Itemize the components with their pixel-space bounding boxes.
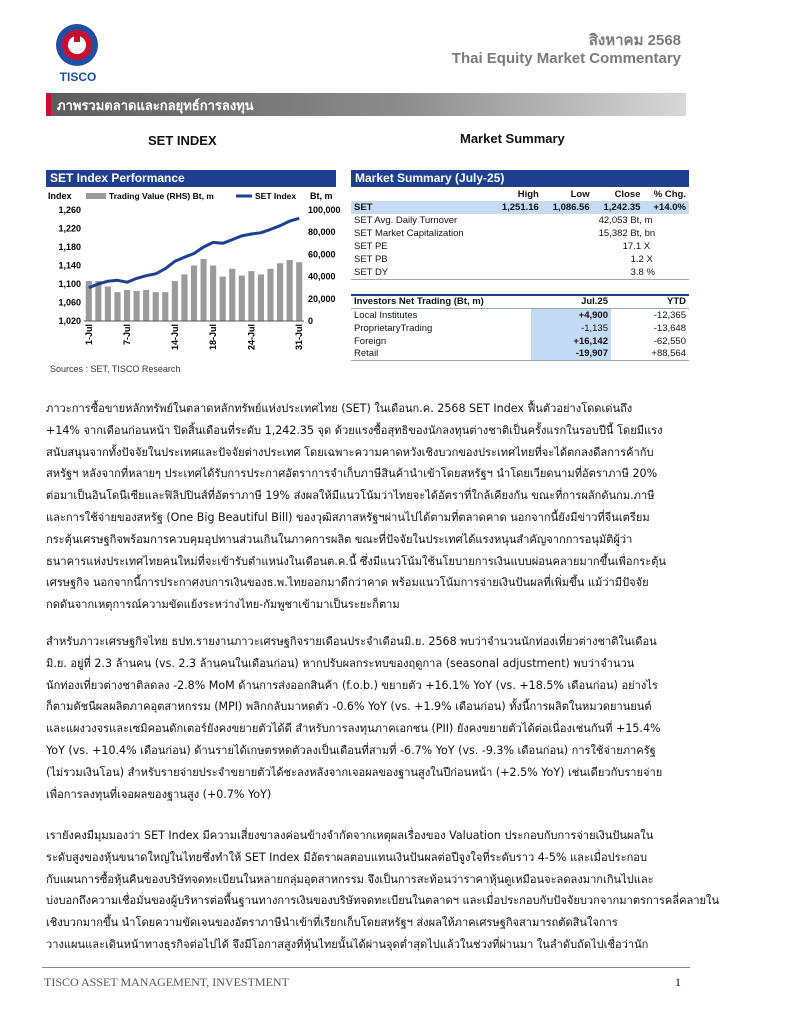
report-title: Thai Equity Market Commentary bbox=[451, 50, 681, 67]
y-tick-label: 1,220 bbox=[58, 223, 81, 234]
y2-tick-label: 100,000 bbox=[308, 205, 341, 215]
trading-value-bar bbox=[114, 292, 120, 321]
investor-row bbox=[351, 322, 689, 335]
investor-ytd: -12,365 bbox=[653, 309, 686, 321]
chart-source: Sources : SET, TISCO Research bbox=[50, 364, 181, 374]
section-title-bar bbox=[46, 93, 686, 116]
set-high: 1,251.16 bbox=[491, 201, 542, 214]
trading-value-bar bbox=[162, 292, 168, 321]
legend-line-label: SET Index bbox=[255, 191, 297, 201]
investor-type: Local Institutes bbox=[354, 309, 418, 321]
trading-value-bar bbox=[181, 274, 187, 321]
y-tick-label: 1,060 bbox=[58, 297, 81, 308]
y-tick-label: 1,100 bbox=[58, 279, 81, 289]
set-label: SET bbox=[351, 201, 491, 214]
y2-tick-label: 0 bbox=[308, 316, 314, 326]
trading-value-bar bbox=[277, 263, 283, 321]
stat-label: SET Avg. Daily Turnover bbox=[354, 215, 458, 226]
paragraph-line: (ไม่รวมเงินโอน) สำหรับรายจ่ายประจำขยายตัวได้ชะลงหลังจากเจอผลของฐานสูงในปีก่อนหน้า (+2.5% YoY) เช่นเดียวกับรายจ่าย bbox=[46, 765, 663, 779]
paragraph-line: สนับสนุนจากทั้งปัจจัยในประเทศและปัจจัยต่างประเทศ โดยเฉพาะความคาดหวังเชิงบวกของประเทศไทยที่จะได้ตกลงดีลการค้ากับ bbox=[46, 445, 654, 459]
market-summary-heading: Market Summary bbox=[460, 131, 565, 146]
y2-tick-label: 60,000 bbox=[308, 249, 336, 260]
investor-jul: -1,135 bbox=[531, 322, 611, 335]
trading-value-bar bbox=[143, 290, 149, 321]
investor-ytd: -13,648 bbox=[653, 322, 686, 334]
investors-col-label: Investors Net Trading (Bt, m) bbox=[351, 295, 531, 309]
market-summary-title: Market Summary (July-25) bbox=[351, 170, 689, 187]
stat-value: 3.8 % bbox=[593, 266, 689, 279]
paragraph-line: สหรัฐฯ หลังจากที่หลายๆ ประเทศได้รับการประกาศอัตราการจำเก็บภาษีสินค้านำเข้าโดยสหรัฐฯ นำโดยเวียดนามที่อัตราภาษี 20% bbox=[46, 467, 658, 481]
set-chg: +14.0% bbox=[643, 201, 689, 214]
paragraph-thai-economy bbox=[46, 631, 688, 805]
investor-type: Foreign bbox=[354, 335, 387, 347]
x-tick-label: 1-Jul bbox=[83, 324, 94, 346]
y2-axis-title: Bt, m bbox=[310, 191, 333, 201]
summary-col-low: Low bbox=[570, 188, 590, 200]
paragraph-line: และแผงวงจรและเซมิคอนดักเตอร์ยังคงขยายตัวได้ดี สำหรับการลงทุนภาคเอกชน (PII) ยังคงขยายตัวได้ต่อเนื่องเช่นกันที่ +15.4% bbox=[46, 722, 661, 736]
investors-table bbox=[351, 294, 689, 362]
footer-company: TISCO ASSET MANAGEMENT, INVESTMENT bbox=[44, 975, 289, 989]
paragraph-line: ต่อมาเป็นอินโดนีเซียและฟิลิปปินส์ที่อัตราภาษี 19% ส่งผลให้มีแนวโน้มว่าไทยจะได้อัตราที่ใกล้เคียงกัน ขณะที่การผลักดันกม.ภาษี bbox=[46, 489, 655, 503]
paragraph-market-overview bbox=[46, 398, 688, 616]
set-close: 1,242.35 bbox=[593, 201, 644, 214]
investor-ytd: +88,564 bbox=[611, 348, 689, 361]
trading-value-bar bbox=[172, 281, 178, 321]
page-number: 1 bbox=[675, 975, 681, 989]
stat-row bbox=[351, 227, 689, 240]
summary-col-chg: % Chg. bbox=[653, 188, 686, 200]
summary-col-close: Close bbox=[614, 188, 641, 200]
trading-value-bar bbox=[105, 287, 111, 321]
paragraph-line: ระดับสูงของหุ้นขนาดใหญ่ในไทยซึ่งทำให้ SET Index มีอัตราผลตอบแทนเงินปันผลต่อปีจูงใจที่ระดับราว 4-5% และเมื่อประกอบ bbox=[46, 850, 647, 864]
x-tick-label: 7-Jul bbox=[122, 324, 133, 346]
paragraph-line: บ่งบอกถึงความเชื่อมั่นของผู้บริหารต่อพื้นฐานทางการเงินของบริษัทจดทะเบียนในตลาดฯ และเมื่อประกอบกับปัจจัยบวกจากมาตรการคลี่คลายใน bbox=[46, 894, 720, 908]
logo-text: TISCO bbox=[59, 70, 97, 84]
stat-label: SET DY bbox=[351, 266, 593, 279]
trading-value-bar bbox=[220, 277, 226, 321]
trading-value-bar bbox=[248, 271, 254, 321]
investor-jul: +4,900 bbox=[531, 309, 611, 322]
trading-value-bar bbox=[201, 259, 207, 321]
investor-ytd: -62,550 bbox=[653, 335, 686, 347]
trading-value-bar bbox=[191, 266, 197, 322]
set-index-chart bbox=[46, 170, 341, 380]
paragraph-line: ก็ตามดัชนีผลผลิตภาคอุตสาหกรรม (MPI) พลิกกลับมาหดตัว -0.6% YoY (vs. +1.9% เดือนก่อน) ทั้งนี้การผลิตในหมวดยานยนต์ bbox=[46, 700, 652, 714]
x-tick-label: 18-Jul bbox=[208, 324, 219, 351]
set-index-heading: SET INDEX bbox=[148, 133, 217, 148]
x-tick-label: 31-Jul bbox=[294, 324, 305, 351]
y-tick-label: 1,260 bbox=[58, 205, 81, 215]
trading-value-bar bbox=[296, 262, 302, 321]
stat-row bbox=[351, 240, 689, 253]
paragraph-line: นักท่องเที่ยวต่างชาติลดลง -2.8% MoM ด้านการส่งออกสินค้า (f.o.b.) ขยายตัว +16.1% YoY (vs. +18.5% เดือนก่อน) อย่างไร bbox=[46, 678, 658, 692]
summary-col-label bbox=[351, 187, 491, 201]
market-summary-panel bbox=[351, 170, 689, 361]
stat-value: 1.2 X bbox=[630, 254, 653, 265]
paragraph-line: กดดันจากเหตุการณ์ความขัดแย้งระหว่างไทย-กัมพูชาเข้ามาเป็นระยะก็ตาม bbox=[46, 598, 400, 612]
stat-label: SET PB bbox=[354, 254, 388, 265]
footer-divider bbox=[42, 967, 690, 968]
legend-bar-label: Trading Value (RHS) Bt, m bbox=[109, 191, 214, 201]
paragraph-line: เศรษฐกิจ นอกจากนี้การประกาศงบการเงินของธ.พ.ไทยออกมาดีกว่าคาด พร้อมแนวโน้มการจ่ายเงินปันผลที่เพิ่มขึ้น แม้ว่ามีปัจจัย bbox=[46, 576, 649, 590]
stat-value: 17.1 X bbox=[622, 241, 651, 252]
y2-tick-label: 80,000 bbox=[308, 227, 336, 238]
x-tick-label: 14-Jul bbox=[169, 324, 180, 351]
stat-row bbox=[351, 253, 689, 266]
trading-value-bar bbox=[239, 275, 245, 321]
market-summary-table bbox=[351, 187, 689, 280]
stat-label: SET Market Capitalization bbox=[354, 228, 464, 239]
investor-jul: -19,907 bbox=[531, 348, 611, 361]
paragraph-line: กระตุ้นเศรษฐกิจพร้อมการควบคุมอุปทานส่วนเกินในภาคการผลิต ขณะที่ปัจจัยในประเทศได้แรงหนุนสำคัญจากการอนุมัติผู้ว่า bbox=[46, 532, 633, 546]
trading-value-bar bbox=[267, 269, 273, 321]
report-date: สิงหาคม 2568 bbox=[588, 32, 681, 49]
y2-tick-label: 20,000 bbox=[308, 293, 336, 304]
summary-col-high: High bbox=[517, 188, 539, 200]
paragraph-line: กับแผนการซื้อหุ้นคืนของบริษัทจดทะเบียนในหลายกลุ่มอุตสาหกรรม จึงเป็นการสะท้อนว่าราคาหุ้นดูเหมือนจะลดลงมากเกินไปและ bbox=[46, 872, 654, 886]
trading-value-bar bbox=[124, 290, 130, 321]
paragraph-line: ภาวะการซื้อขายหลักทรัพย์ในตลาดหลักทรัพย์แห่งประเทศไทย (SET) ในเดือนก.ค. 2568 SET Index ฟื้นตัวอย่างโดดเด่นถึง bbox=[46, 402, 633, 415]
chart-plot bbox=[46, 187, 341, 362]
paragraph-line: เรายังคงมีมุมมองว่า SET Index มีความเสี่ยงขาลงค่อนข้างจำกัดจากเหตุผลเรื่องของ Valuation ประกอบกับการจ่ายเงินปันผลใน bbox=[46, 829, 654, 842]
summary-header-row bbox=[351, 187, 689, 201]
section-title: ภาพรวมตลาดและกลยุทธ์การลงทุน bbox=[57, 99, 254, 114]
stat-label: SET PE bbox=[354, 241, 388, 252]
investor-row bbox=[351, 348, 689, 361]
investor-jul: +16,142 bbox=[531, 335, 611, 348]
paragraph-outlook bbox=[46, 825, 720, 956]
paragraph-line: วางแผนและเดินหน้าทางธุรกิจต่อไปได้ จึงมีโอกาสสูงที่หุ้นไทยนั้นได้ผ่านจุดต่ำสุดไปแล้วในช่วงที่ผ่านมา ในลำดับถัดไปเชื่อว่านัก bbox=[46, 937, 649, 951]
paragraph-line: สำหรับภาวะเศรษฐกิจไทย ธปท.รายงานภาวะเศรษฐกิจรายเดือนประจำเดือนมิ.ย. 2568 พบว่าจำนวนนักท่องเที่ยวต่างชาติในเดือน bbox=[46, 635, 657, 648]
investor-type: ProprietaryTrading bbox=[354, 322, 433, 334]
y2-tick-label: 40,000 bbox=[308, 271, 336, 282]
paragraph-line: เพื่อการลงทุนที่เจอผลของฐานสูง (+0.7% YoY) bbox=[46, 787, 272, 801]
investor-type: Retail bbox=[351, 348, 531, 361]
paragraph-line: เชิงบวกมากขึ้น นำโดยความขัดเจนของอัตราภาษีนำเข้าที่เรียกเก็บโดยสหรัฐฯ ส่งผลให้ภาคเศรษฐกิจสามารถตัดสินใจการ bbox=[46, 916, 618, 930]
paragraph-line: YoY (vs. +10.4% เดือนก่อน) ด้านรายได้เกษตรหดตัวลงเป็นเดือนที่สามที่ -6.7% YoY (vs. -9.3% เดือนก่อน) การใช้จ่ายภาครัฐ bbox=[46, 743, 656, 757]
paragraph-line: มิ.ย. อยู่ที่ 2.3 ล้านคน (vs. 2.3 ล้านคนในเดือนก่อน) หากปรับผลกระทบของฤดูกาล (seasonal adjustment) พบว่าจำนวน bbox=[46, 656, 635, 670]
y-tick-label: 1,140 bbox=[58, 260, 81, 271]
paragraph-line: +14% จากเดือนก่อนหน้า ปิดสิ้นเดือนที่ระดับ 1,242.35 จุด ด้วยแรงซื้อสุทธิของนักลงทุนต่างชาติเป็นครั้งแรกในรอบปีนี้ โดยมีแรง bbox=[46, 423, 663, 437]
investors-header-row bbox=[351, 295, 689, 309]
investor-row bbox=[351, 335, 689, 348]
set-row bbox=[351, 201, 689, 214]
stat-value: 42,053 Bt, m bbox=[598, 215, 653, 226]
investors-col-ytd: YTD bbox=[611, 295, 689, 309]
stat-value: 15,382 Bt, bn bbox=[598, 228, 656, 239]
investors-col-jul: Jul.25 bbox=[531, 295, 611, 309]
tisco-logo bbox=[50, 18, 106, 86]
trading-value-bar bbox=[153, 292, 159, 321]
trading-value-bar bbox=[134, 291, 140, 321]
paragraph-line: ธนาคารแห่งประเทศไทยคนใหม่ที่จะเข้ารับตำแหน่งในเดือนต.ค.นี้ ซึ่งมีแนวโน้มใช้นโยบายการเงินแบบผ่อนคลายมากขึ้นเพื่อกระตุ้น bbox=[46, 554, 667, 568]
trading-value-bar bbox=[258, 274, 264, 321]
stat-row bbox=[351, 214, 689, 227]
x-tick-label: 24-Jul bbox=[246, 324, 257, 351]
y-tick-label: 1,020 bbox=[58, 316, 81, 326]
trading-value-bar bbox=[210, 266, 216, 322]
y-tick-label: 1,180 bbox=[58, 242, 81, 252]
paragraph-line: และการใช้จ่ายของสหรัฐ (One Big Beautiful Bill) ของวุฒิสภาสหรัฐฯผ่านไปได้ตามที่ตลาดคาด นอกจากนี้ยังมีข่าวที่จีนเตรียม bbox=[46, 510, 650, 524]
trading-value-bar bbox=[95, 281, 101, 321]
trading-value-bar bbox=[287, 260, 293, 321]
trading-value-bar bbox=[229, 269, 235, 321]
y-axis-title: Index bbox=[48, 191, 72, 201]
set-low: 1,086.56 bbox=[542, 201, 593, 214]
chart-title: SET Index Performance bbox=[46, 170, 336, 187]
investor-row bbox=[351, 309, 689, 322]
legend-bar-swatch bbox=[86, 193, 106, 199]
stat-row bbox=[351, 266, 689, 279]
